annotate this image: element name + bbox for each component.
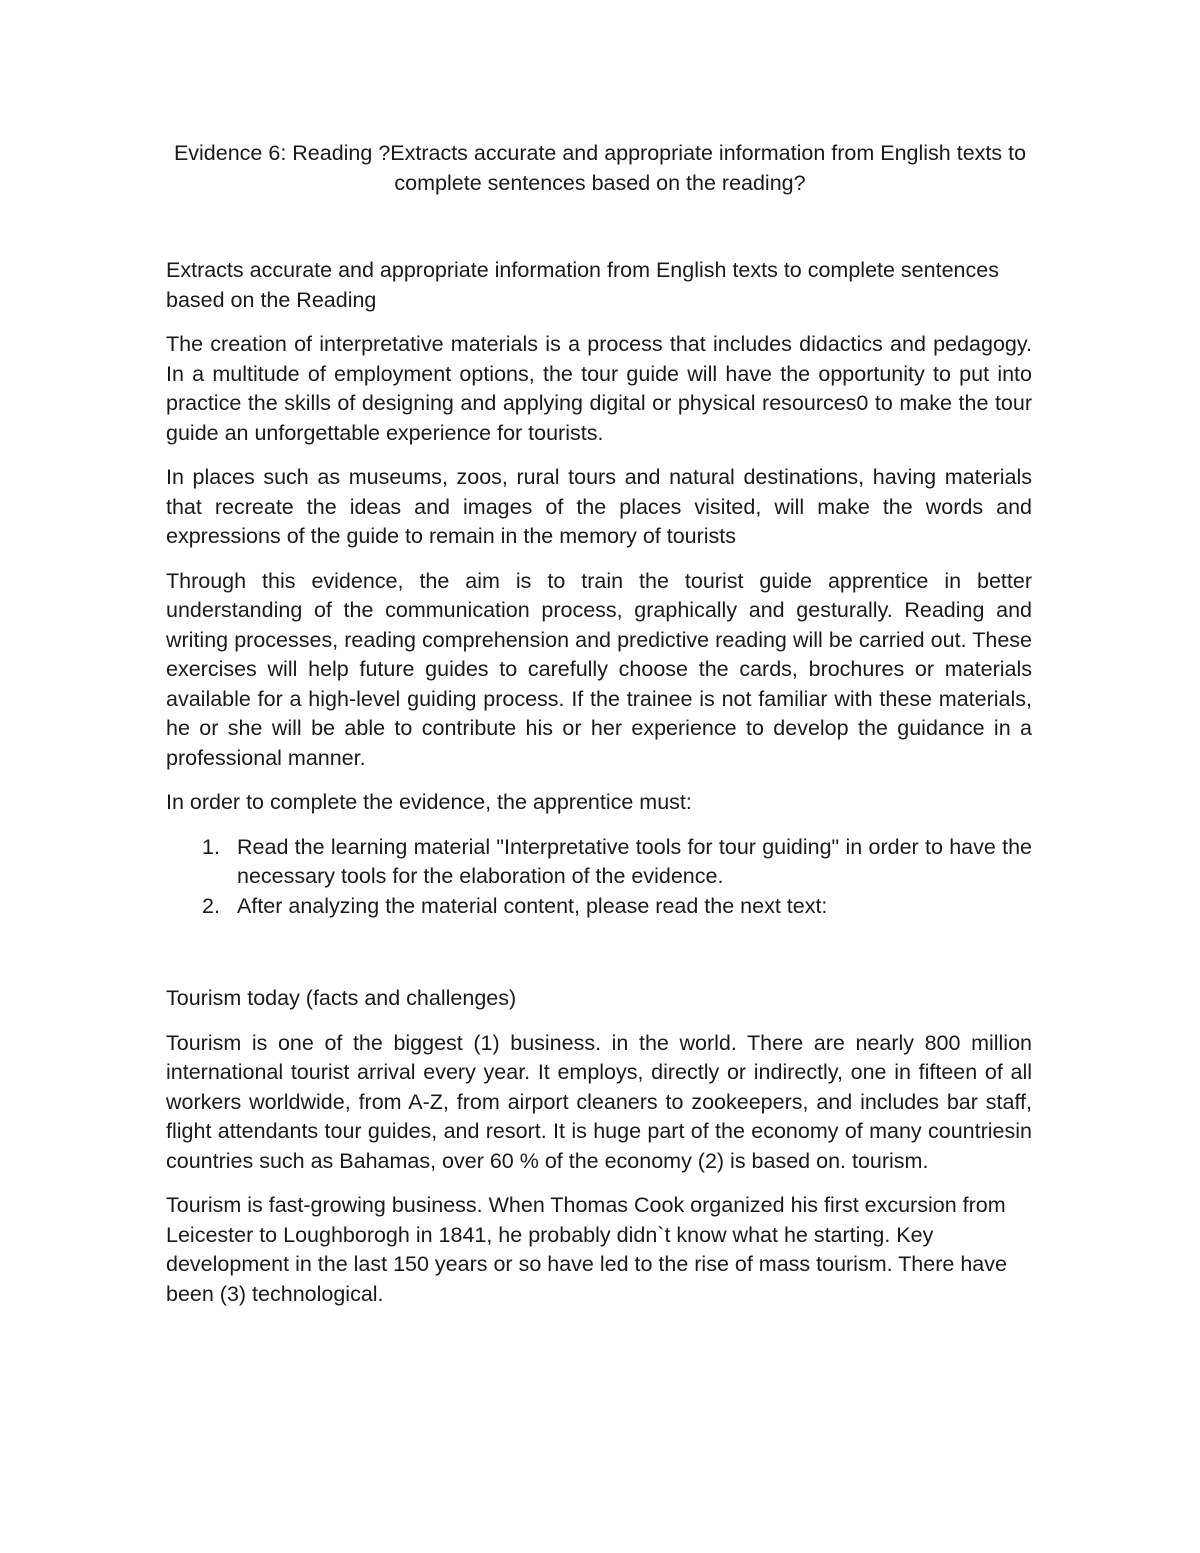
instructions-intro: In order to complete the evidence, the apprentice must: [166, 790, 692, 814]
instructions-list [166, 833, 1032, 922]
intro-paragraph-3: Through this evidence, the aim is to train the tourist guide apprentice in better understanding of the communication process, graphically and gesturally. Reading and writing processes, reading comprehension and predictive reading will be carried out. These exercises will help future guides to carefully choose the cards, brochures or materials available for a high-level guiding process. If the trainee is not familiar with these materials, he or she will be able to contribute his or her experience to develop the guidance in a professional manner. [166, 568, 1032, 770]
list-item-text: Read the learning material "Interpretative tools for tour guiding" in order to have the necessary tools for the elaboration of the evidence. [237, 834, 1032, 888]
section-spacer [166, 936, 1032, 984]
intro-heading: Extracts accurate and appropriate information from English texts to complete sentences based on the Reading [166, 258, 999, 312]
intro-paragraph-2: In places such as museums, zoos, rural tours and natural destinations, having materials that recreate the ideas and images of the places visited, will make the words and expressions of the guide to remain in the memory of tourists [166, 465, 1032, 548]
list-item-number: 2. [202, 893, 220, 918]
list-item-text: After analyzing the material content, please read the next text: [237, 893, 828, 918]
list-item [166, 833, 1032, 892]
reading-paragraph-2: Tourism is fast-growing business. When Thomas Cook organized his first excursion from Leicester to Loughborogh in 1841, he probably didn`t know what he starting. Key development in the last 150 years or so have led to the rise of mass tourism. There have been (3) technological. [166, 1193, 1007, 1306]
reading-paragraph-1: Tourism is one of the biggest (1) business. in the world. There are nearly 800 million international tourist arrival every year. It employs, directly or indirectly, one in fifteen of all workers worldwide, from A-Z, from airport cleaners to zookeepers, and includes bar staff, flight attendants tour guides, and resort. It is huge part of the economy of many countriesin countries such as Bahamas, over 60 % of the economy (2) is based on. tourism. [166, 1030, 1032, 1173]
list-item-number: 1. [202, 834, 220, 859]
reading-title: Tourism today (facts and challenges) [166, 986, 517, 1010]
intro-paragraph-1: The creation of interpretative materials is a process that includes didactics and pedagogy. In a multitude of employment options, the tour guide will have the opportunity to put into practice the skills of designing and applying digital or physical resources0 to make the tour guide an unforgettable experience for tourists. [166, 332, 1032, 445]
list-item [166, 892, 1032, 922]
document-title: Evidence 6: Reading ?Extracts accurate and appropriate information from English texts to complete sentences based on the reading? [173, 141, 1027, 195]
document-body [166, 256, 1032, 1324]
